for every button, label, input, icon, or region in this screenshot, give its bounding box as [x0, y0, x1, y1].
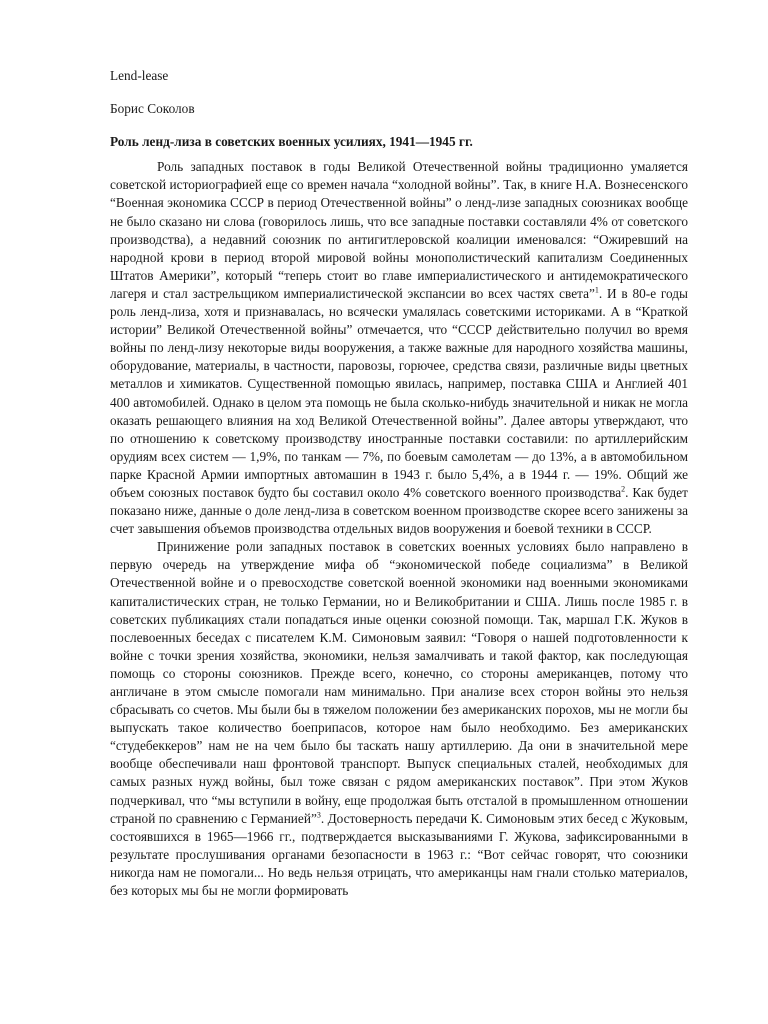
footnote-ref: 2 [621, 484, 626, 494]
document-author: Борис Соколов [110, 101, 195, 117]
paragraph-text: Роль западных поставок в годы Великой Отечественной войны традиционно умаляется советской историографией еще со времен начала “холодной войны”. Так, в книге Н.А. Вознесенского “Военная экономика СССР в период Отечественной войны” о ленд-лизе западных союзниках вообще не было сказано ни слова (говорилось лишь, что все западные поставки составляли 4% от советского производства), а недавний союзник по антигитлеровской коалиции именовался: “Ожиревший на народной крови в период второй мировой войны монополистический капитализм Соединенных Штатов Америки”, который “теперь стоит во главе империалистического и антидемократического лагеря и стал застрельщиком империалистической экспансии во всех частях света” [110, 159, 688, 301]
paragraph [110, 538, 688, 900]
paragraph-text: . И в 80-е годы роль ленд-лиза, хотя и признавалась, но всячески умалялась советскими историками. А в “Краткой истории” Великой Отечественной войны” отмечается, что “СССР действительно получил во время войны по ленд-лизу некоторые виды вооружения, а также важные для народного хозяйства машины, оборудование, материалы, в частности, паровозы, горючее, средства связи, различные виды цветных металлов и химикатов. Существенной помощью явилась, например, поставка США и Англией 401 400 автомобилей. Однако в целом эта помощь не была сколько-нибудь значительной и никак не могла оказать решающего влияния на ход Великой Отечественной войны”. Далее авторы утверждают, что по отношению к советскому производству иностранные поставки составили: по артиллерийским орудиям всех систем — 1,9%, по танкам — 7%, по боевым самолетам — до 13%, а в автомобильном парке Красной Армии импортных автомашин в 1943 г. было 5,4%, а в 1944 г. — 19%. Общий же объем союзных поставок будто бы составил около 4% советского военного производства [110, 285, 688, 500]
footnote-ref: 1 [594, 285, 599, 295]
paragraph-text: . Достоверность передачи К. Симоновым этих бесед с Жуковым, состоявшихся в 1965—1966 гг., подтверждается высказываниями Г. Жукова, зафиксированными в результате прослушивания органами безопасности в 1963 г.: “Вот сейчас говорят, что союзники никогда нам не помогали... Но ведь нельзя отрицать, что американцы нам гнали столько материалов, без которых мы бы не могли формировать [110, 810, 688, 899]
paragraph [110, 158, 688, 538]
document-heading: Роль ленд-лиза в советских военных усилиях, 1941—1945 гг. [110, 134, 473, 150]
document-title: Lend-lease [110, 68, 169, 83]
footnote-ref: 3 [316, 810, 321, 820]
paragraph-text: Принижение роли западных поставок в советских военных условиях было направлено в первую очередь на утверждение мифа об “экономической победе социализма” в Великой Отечественной войне и о превосходстве советской военной экономики над военными экономиками капиталистических стран, не только Германии, но и Великобритании и США. Лишь после 1985 г. в советских публикациях стали попадаться иные оценки союзной помощи. Так, маршал Г.К. Жуков в послевоенных беседах с писателем К.М. Симоновым заявил: “Говоря о нашей подготовленности к войне с точки зрения хозяйства, экономики, нельзя замалчивать и такой фактор, как последующая помощь со стороны союзников. Прежде всего, конечно, со стороны американцев, потому что англичане в этом смысле помогали нам минимально. При анализе всех сторон войны это нельзя сбрасывать со счетов. Мы были бы в тяжелом положении без американских порохов, мы не могли бы выпускать такое количество боеприпасов, которое нам было необходимо. Без американских “студебеккеров” нам не на чем было бы таскать нашу артиллерию. Да они в значительной мере вообще обеспечивали наш фронтовой транспорт. Выпуск специальных сталей, необходимых для самых разных нужд войны, был тоже связан с рядом американских поставок”. При этом Жуков подчеркивал, что “мы вступили в войну, еще продолжая быть отсталой в промышленном отношении страной по сравнению с Германией” [110, 539, 688, 826]
document-body [110, 67, 688, 900]
paragraph-text: . Как будет показано ниже, данные о доле ленд-лиза в советском военном производстве скорее всего занижены за счет завышения объемов производства отдельных видов вооружения и боевой техники в СССР. [110, 484, 688, 537]
